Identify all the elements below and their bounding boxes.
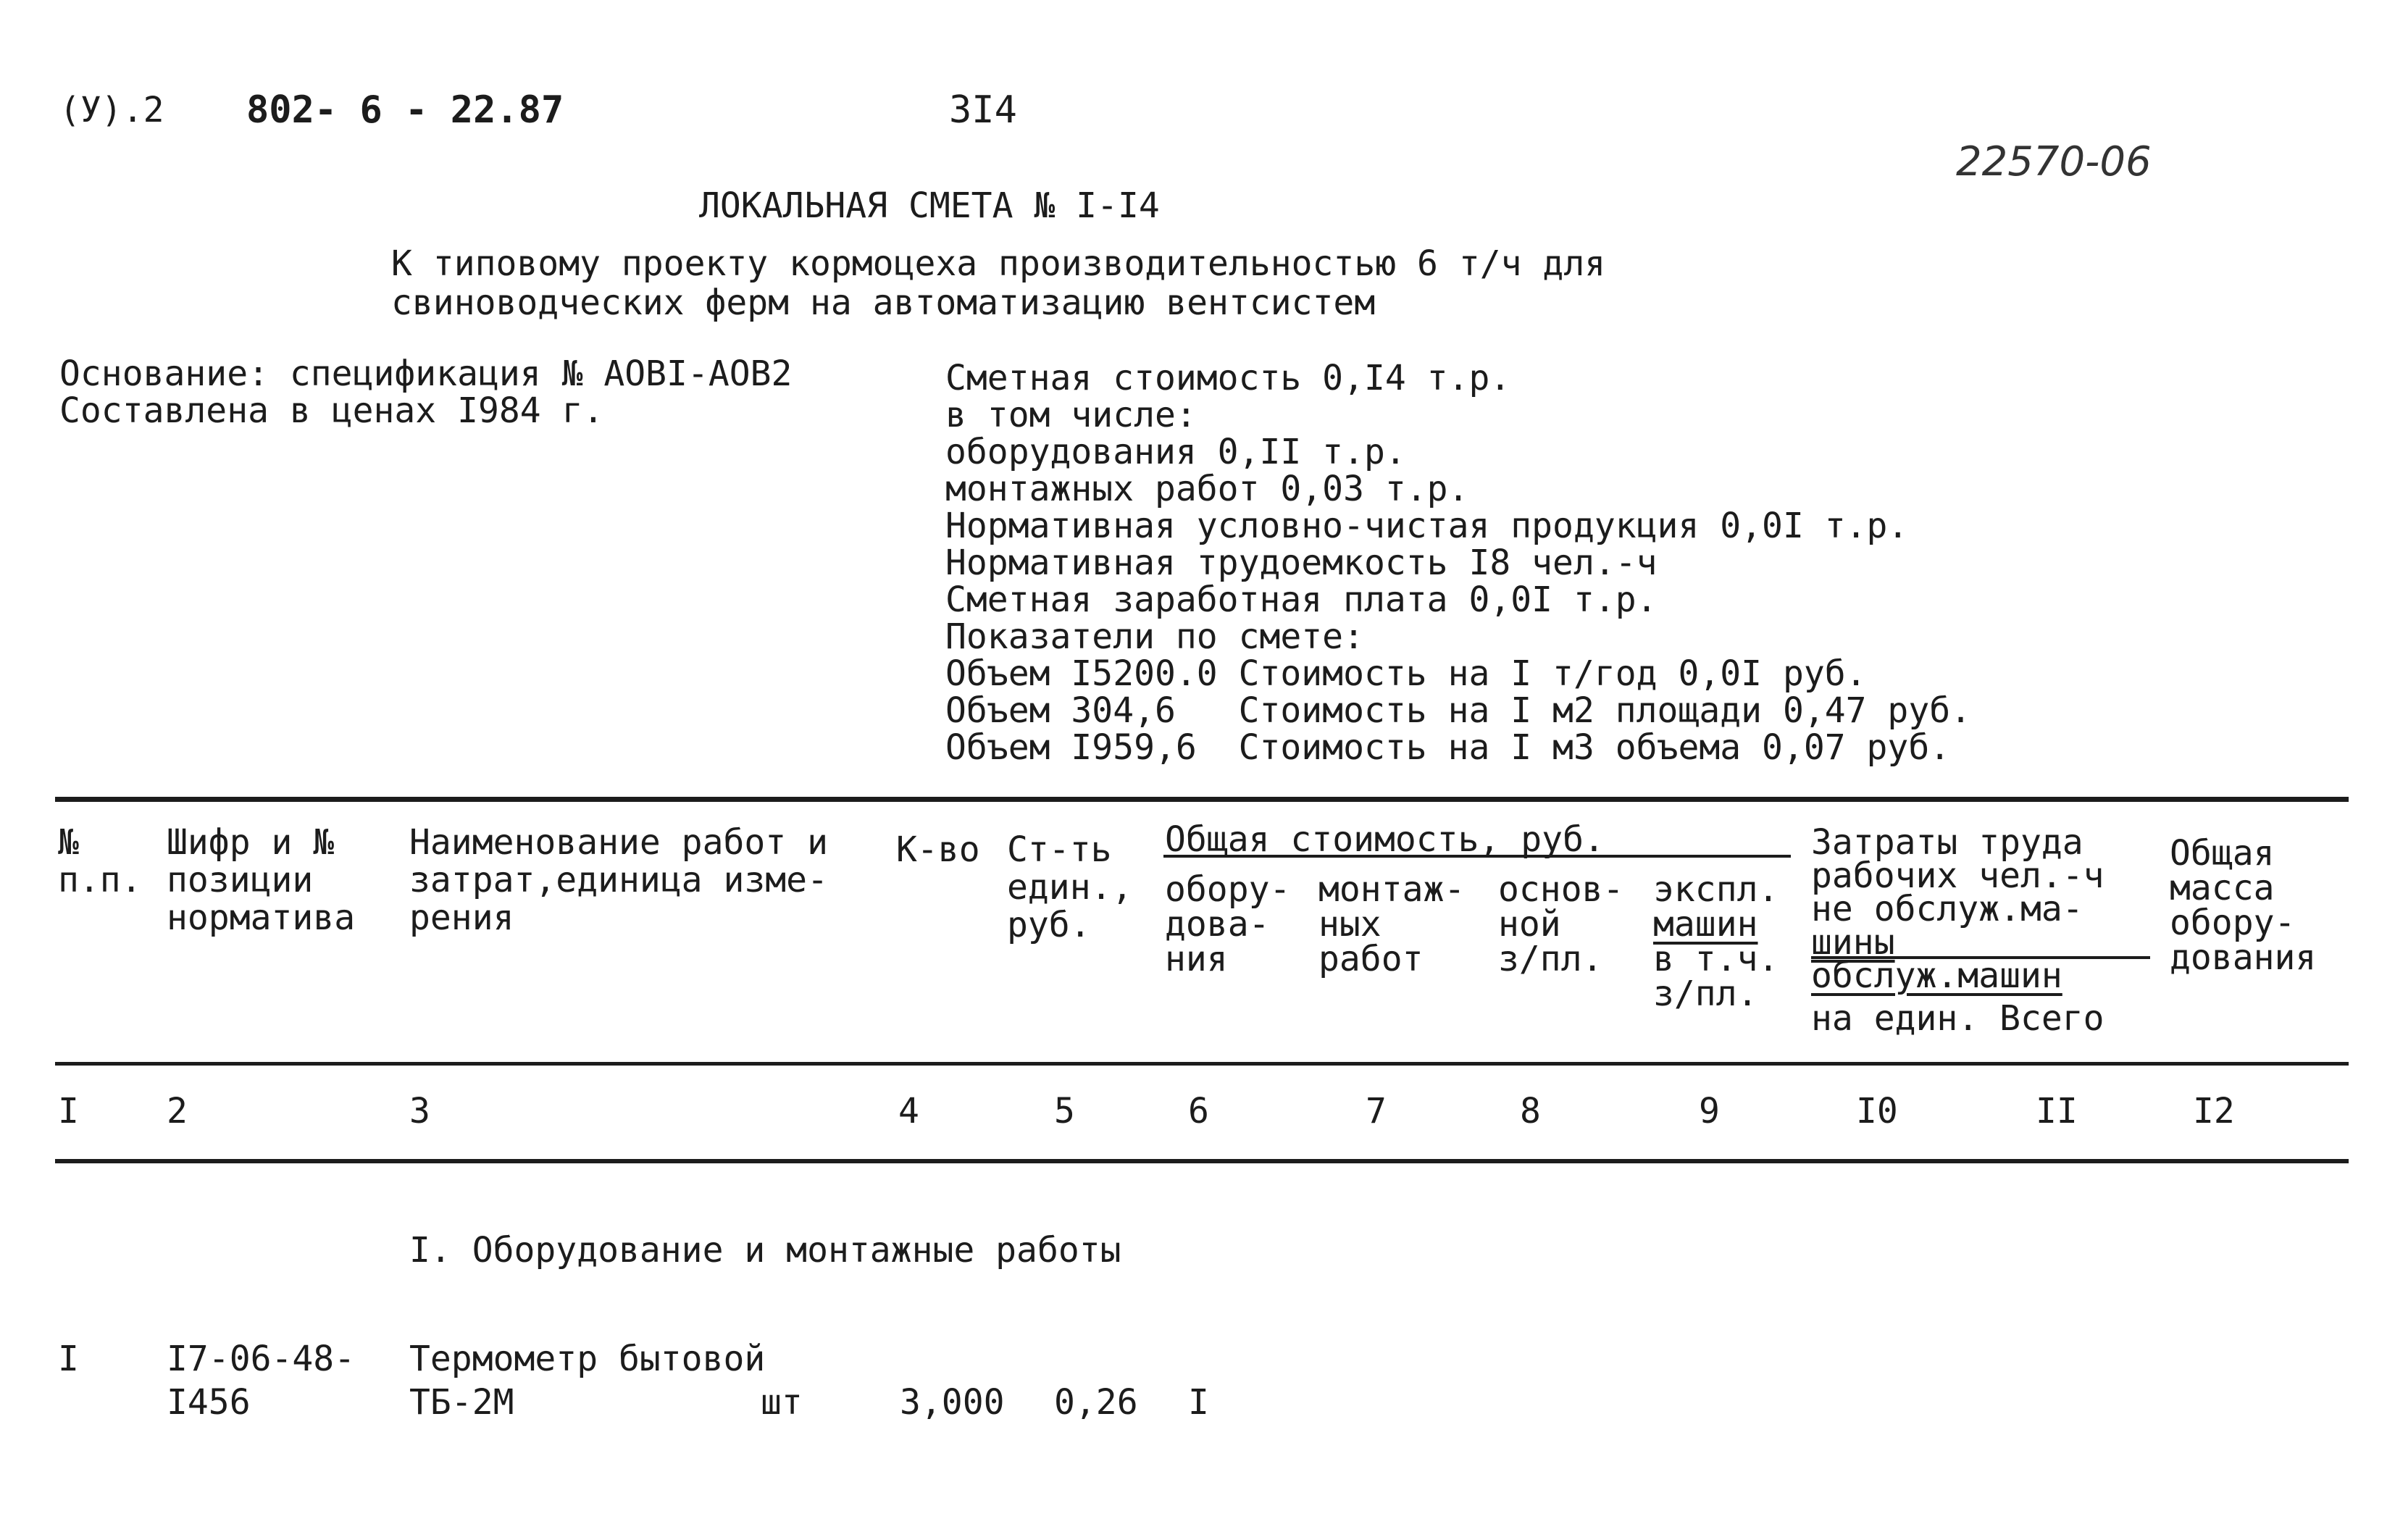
col-mass-header-line-1: Общая [2170,833,2275,874]
column-number-7: 7 [1366,1091,1387,1131]
row-number: I [58,1339,79,1379]
basis-spec: Основание: спецификация № АОВI-АОВ2 [59,353,793,394]
row-price: 0,26 [1054,1382,1138,1423]
col-name-header-line-1: Наименование работ и [409,822,828,863]
basis-prices: Составлена в ценах I984 г. [59,390,604,431]
column-numbers-rule [55,1159,2349,1163]
col-price-header-line-2: един., [1007,867,1133,908]
column-number-4: 4 [898,1091,919,1131]
subtitle-line-2: свиноводческих ферм на автоматизацию вентсистем [391,283,1376,323]
column-number-1: I [58,1091,79,1131]
series-number: 802- 6 - 22.87 [246,88,564,132]
col-number-header-line-1: № [58,822,79,863]
col-code-header-line-3: норматива [167,897,356,938]
col-qty-header-line-1: К-во [896,829,980,870]
col-base-salary-header-line-2: ной [1498,904,1561,945]
header-group-cost: Общая стоимость, руб. [1165,819,1605,860]
summary-line-4: монтажных работ 0,03 т.р. [945,469,1469,509]
summary-line-10: Объем 304,6 Стоимость на I м2 площади 0,47 руб. [945,690,1972,731]
col-mass-header-line-3: обору- [2170,903,2296,943]
row-qty: 3,000 [900,1382,1005,1423]
col-base-salary-header-line-1: основ- [1498,869,1624,910]
summary-line-11: Объем I959,6 Стоимость на I м3 объема 0,07 руб. [945,727,1951,768]
column-number-2: 2 [167,1091,188,1131]
page-number: 3I4 [949,88,1017,132]
subtitle-line-1: К типовому проекту кормоцеха производительностью 6 т/ч для [391,243,1606,284]
col-equipment-header-line-1: обору- [1165,869,1291,910]
header-labor-sub: на един. Всего [1811,998,2104,1039]
labor-header-line-2: рабочих чел.-ч [1811,855,2104,896]
col-mass-header-line-4: дования [2170,937,2317,978]
col-price-header-line-3: руб. [1007,905,1091,945]
section-title: I. Оборудование и монтажные работы [409,1230,1121,1271]
col-machines-header-line-2: машин [1653,904,1758,945]
col-installation-header-line-2: ных [1318,904,1382,945]
summary-line-8: Показатели по смете: [945,616,1364,657]
col-installation-header-line-1: монтаж- [1318,869,1466,910]
header-bottom-rule [55,1062,2349,1066]
column-number-12: I2 [2193,1091,2235,1131]
col-machines-header-line-1: экспл. [1653,869,1779,910]
column-number-5: 5 [1054,1091,1075,1131]
summary-line-3: оборудования 0,II т.р. [945,432,1406,472]
col-equipment-header-line-3: ния [1165,939,1228,979]
column-number-11: II [2036,1091,2078,1131]
column-number-8: 8 [1520,1091,1541,1131]
summary-line-9: Объем I5200.0 Стоимость на I т/год 0,0I руб. [945,653,1867,694]
column-number-6: 6 [1188,1091,1209,1131]
column-number-10: I0 [1856,1091,1898,1131]
table-top-rule [55,797,2349,802]
col-base-salary-header-line-3: з/пл. [1498,939,1603,979]
col-name-header-line-3: рения [409,897,514,938]
labor-header-line-1: Затраты труда [1811,822,2083,863]
labor-header-line-3: не обслуж.ма- [1811,889,2083,929]
summary-line-5: Нормативная условно-чистая продукция 0,0I т.р. [945,506,1909,546]
row-name-line-2: ТБ-2М [409,1382,514,1423]
row-unit: шт [761,1382,803,1423]
summary-line-2: в том числе: [945,395,1197,435]
col-mass-header-line-2: масса [2170,868,2275,908]
summary-line-7: Сметная заработная плата 0,0I т.р. [945,579,1658,620]
row-equipment-cost: I [1188,1382,1209,1423]
col-machines-header-line-3: в т.ч. [1653,939,1779,979]
row-name-line-1: Термометр бытовой [409,1339,766,1379]
col-equipment-header-line-2: дова- [1165,904,1270,945]
col-price-header-line-1: Ст-ть [1007,829,1112,870]
col-installation-header-line-3: работ [1318,939,1424,979]
estimate-title: ЛОКАЛЬНАЯ СМЕТА № I-I4 [699,185,1160,226]
column-number-9: 9 [1699,1091,1720,1131]
col-number-header-line-2: п.п. [58,860,142,900]
doc-code: (У).2 [59,90,164,130]
row-code-line-2: I456 [167,1382,251,1423]
col-machines-header-line-4: з/пл. [1653,974,1758,1014]
labor-header-line-5: обслуж.машин [1811,955,2062,996]
handwritten-number: 22570-06 [1956,138,2152,185]
summary-line-6: Нормативная трудоемкость I8 чел.-ч [945,543,1658,583]
col-name-header-line-2: затрат,единица изме- [409,860,828,900]
summary-line-1: Сметная стоимость 0,I4 т.р. [945,358,1511,398]
labor-header-line-4: шины [1811,922,1895,963]
col-code-header-line-2: позиции [167,860,314,900]
column-number-3: 3 [409,1091,430,1131]
row-code-line-1: I7-06-48- [167,1339,356,1379]
col-code-header-line-1: Шифр и № [167,822,335,863]
